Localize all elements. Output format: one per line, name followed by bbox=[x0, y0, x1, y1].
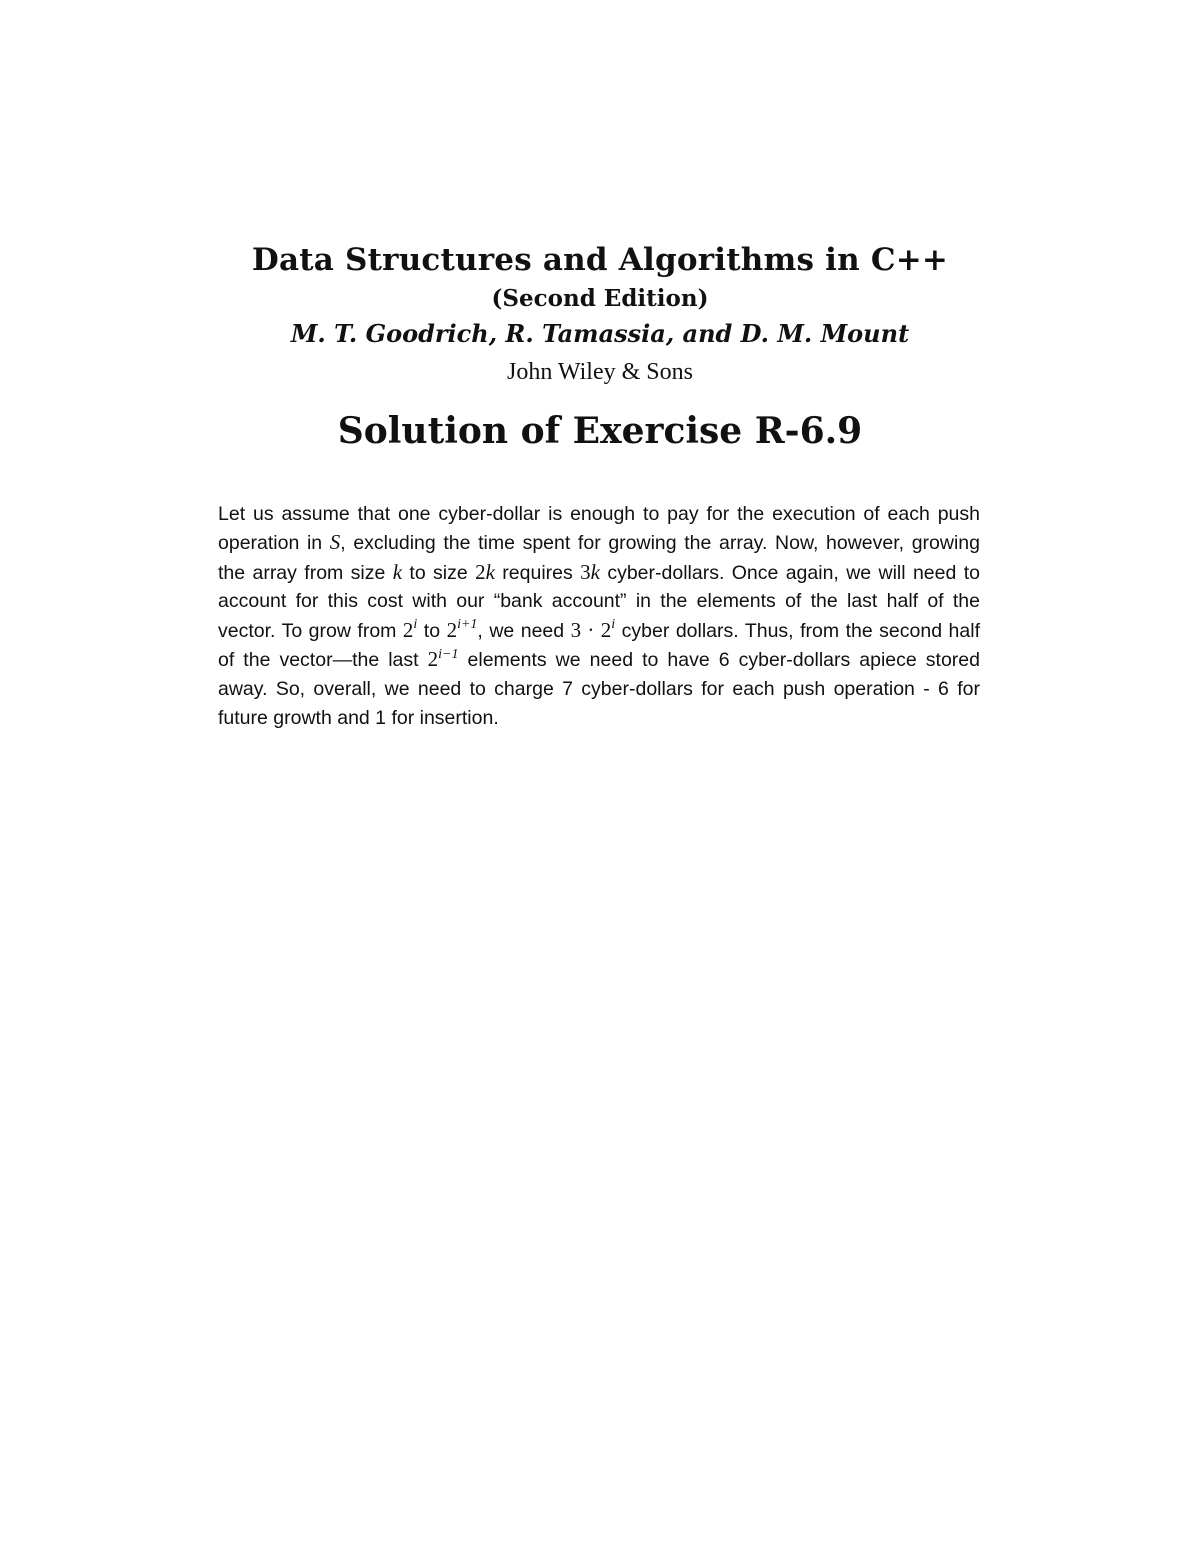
math-variable-k: k bbox=[590, 559, 600, 584]
text-run: to bbox=[417, 619, 447, 642]
math-exponent: i−1 bbox=[438, 647, 459, 663]
document-header bbox=[0, 238, 1200, 458]
math-number: 2 bbox=[475, 559, 486, 584]
math-number: 2 bbox=[427, 647, 439, 672]
math-number: 2 bbox=[402, 617, 414, 642]
math-number: 2 bbox=[446, 617, 458, 642]
publisher-line: John Wiley & Sons bbox=[507, 359, 693, 385]
book-title: Data Structures and Algorithms in C++ bbox=[251, 242, 949, 278]
text-run: cyber-dollars. Once again, we will need to account for this cost with our “bank account” in the elements of the last half of the vector. To grow from bbox=[218, 561, 980, 642]
math-variable-S: S bbox=[329, 530, 341, 555]
math-variable-k: k bbox=[392, 559, 403, 584]
math-exponent: i bbox=[611, 617, 616, 633]
text-run: requires bbox=[494, 561, 581, 584]
math-variable-k: k bbox=[485, 559, 495, 584]
math-exponent: i bbox=[413, 617, 418, 633]
solution-paragraph bbox=[218, 500, 980, 733]
text-run: , we need bbox=[477, 619, 571, 642]
text-run: cyber dollars. Thus, from the second half of the vector—the last bbox=[218, 619, 980, 672]
math-expression: 3 · 2 bbox=[570, 617, 612, 642]
text-run: to size bbox=[402, 561, 476, 584]
text-run: Let us assume that one cyber-dollar is enough to pay for the execution of each push operation in bbox=[218, 502, 980, 555]
edition-label: (Second Edition) bbox=[491, 285, 709, 312]
text-run: , excluding the time spent for growing the array. Now, however, growing the array from size bbox=[218, 532, 981, 584]
authors-line: M. T. Goodrich, R. Tamassia, and D. M. Mount bbox=[290, 319, 910, 348]
math-exponent: i+1 bbox=[457, 617, 478, 633]
exercise-title: Solution of Exercise R-6.9 bbox=[337, 410, 863, 452]
text-run: elements we need to have 6 cyber-dollars apiece stored away. So, overall, we need to charge 7 cyber-dollars for each push operation - 6 for future growth and 1 for insertion. bbox=[218, 649, 980, 729]
math-number: 3 bbox=[580, 559, 591, 584]
